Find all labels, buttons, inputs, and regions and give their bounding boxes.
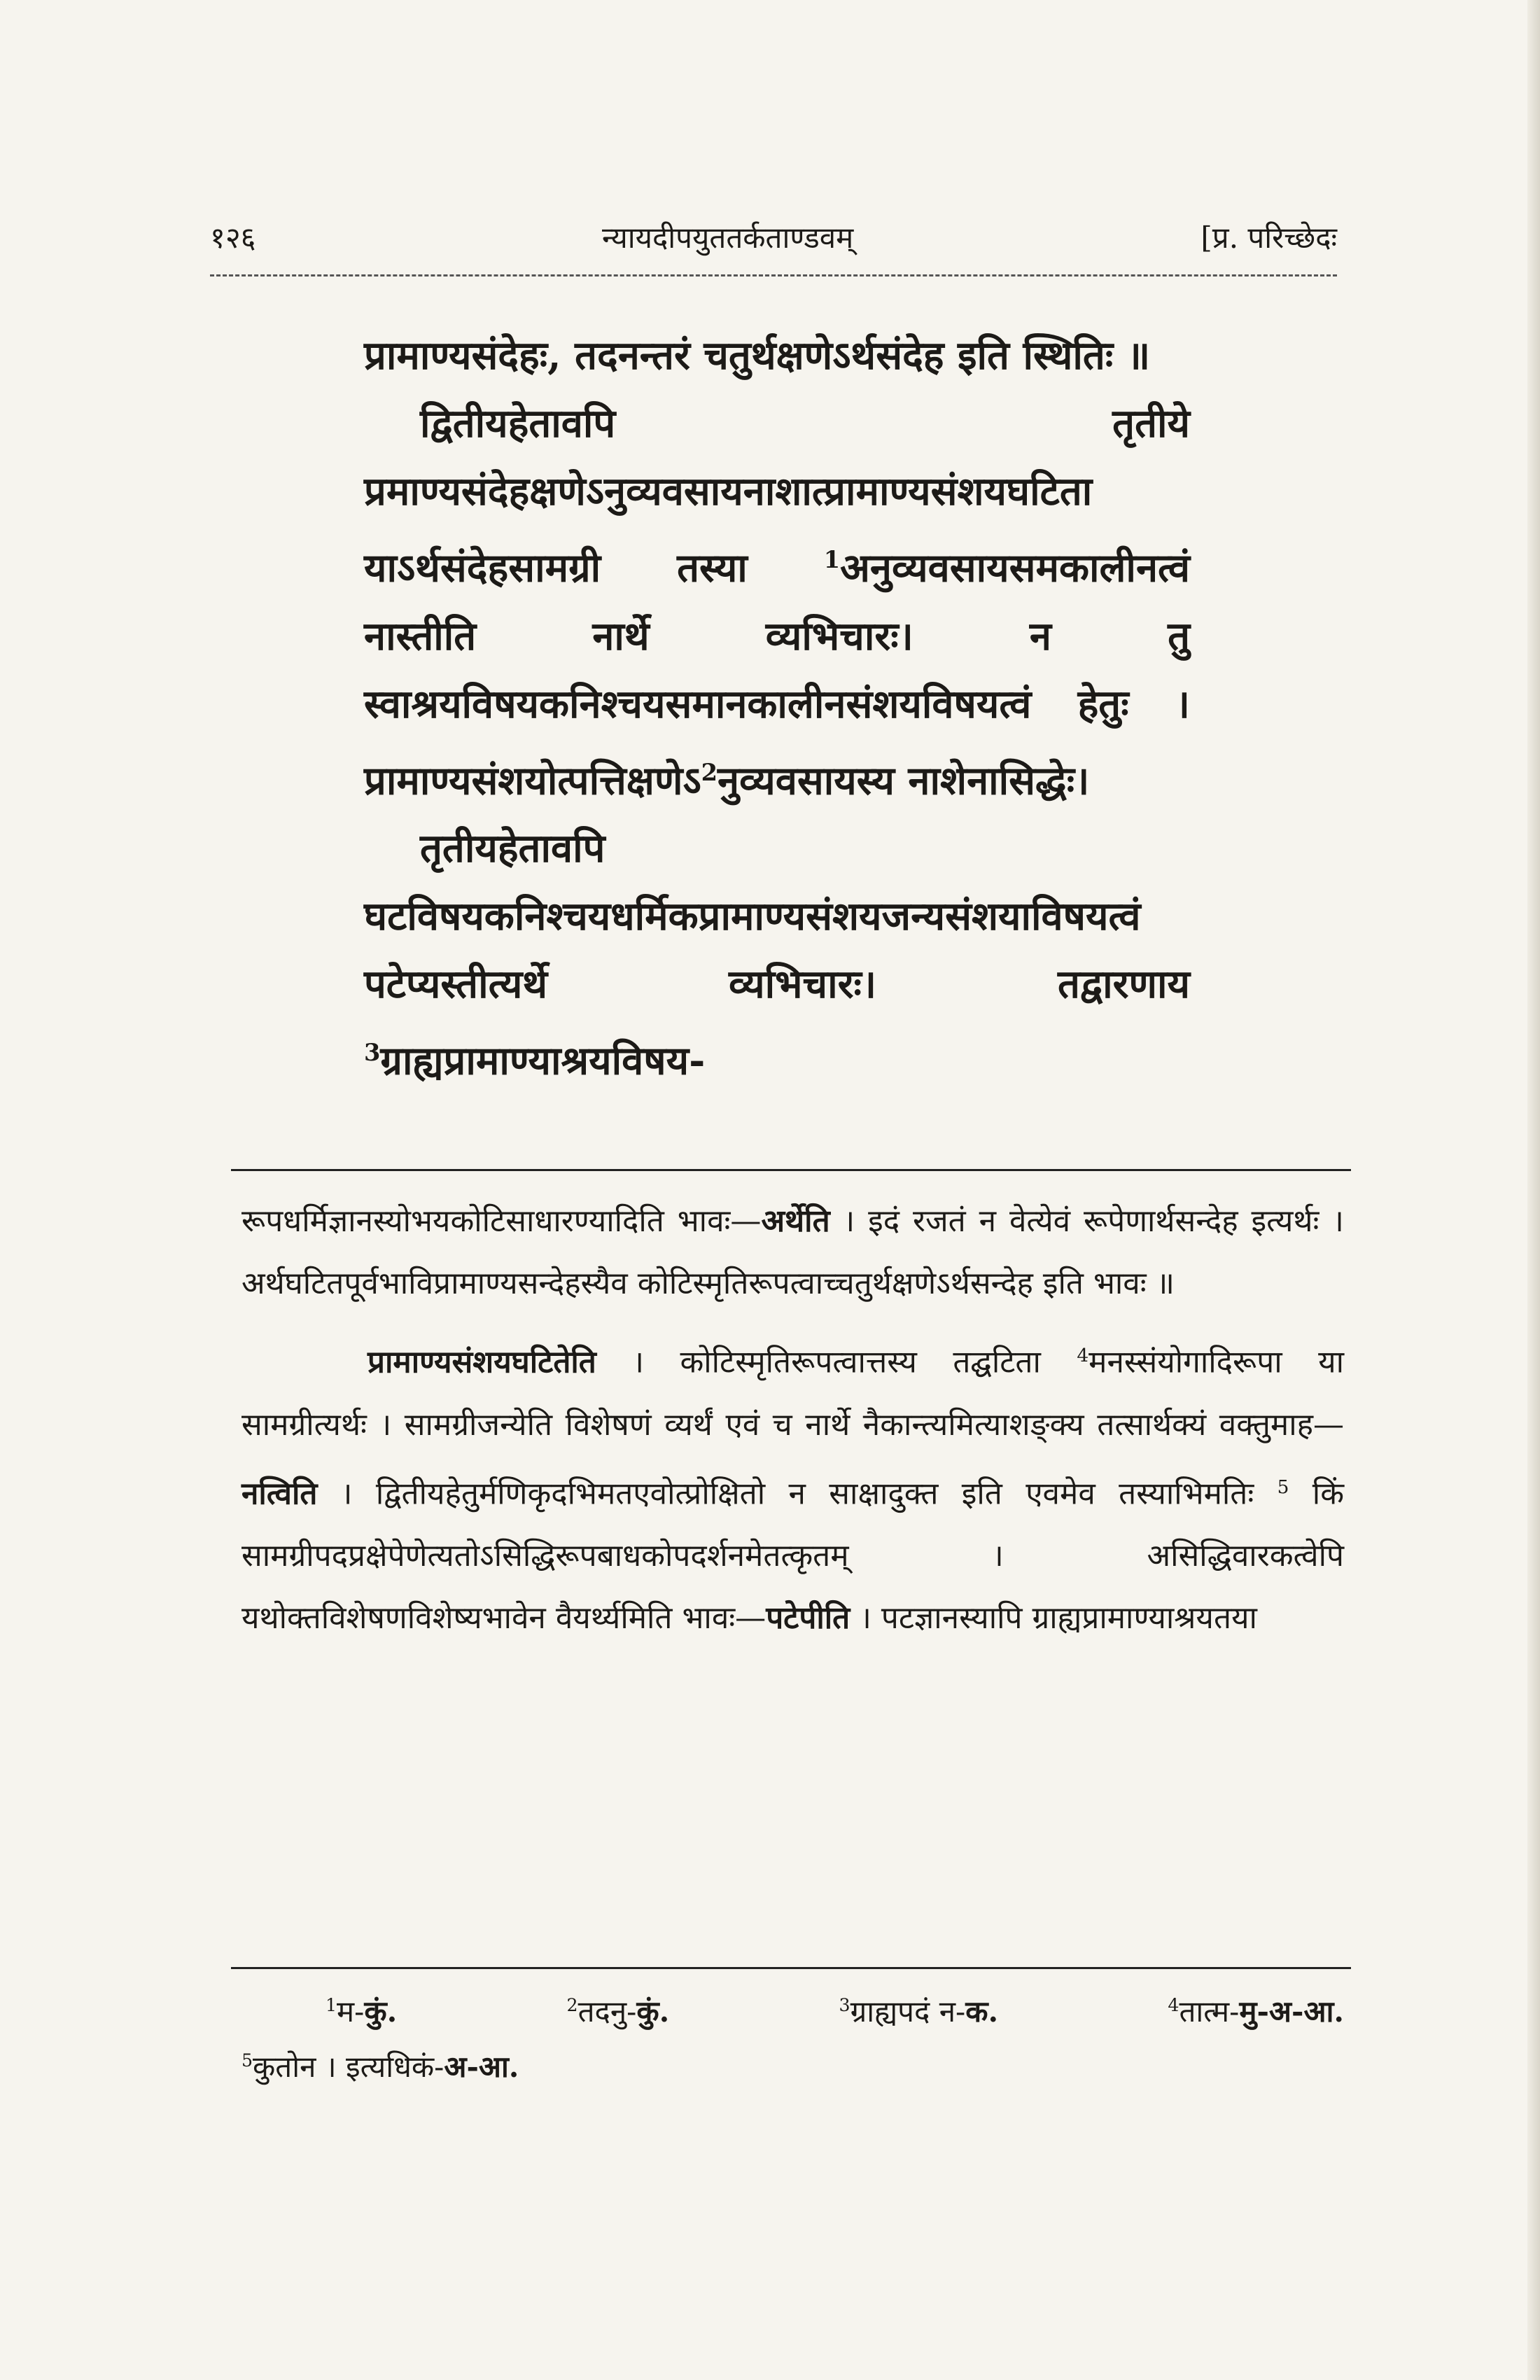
footnote-row — [241, 2036, 1344, 2092]
page-number: १२६ — [210, 220, 256, 255]
page-edge — [1527, 0, 1540, 2380]
footnote-source: अ-आ. — [444, 2050, 519, 2084]
keyword: नत्विति — [241, 1476, 318, 1512]
footnote-source: कुं. — [636, 1994, 670, 2029]
footnote-text: तदनु- — [578, 1994, 637, 2029]
footnote-ref: 4 — [1077, 1345, 1089, 1366]
commentary-paragraph-1 — [241, 1190, 1344, 1315]
footnote-3 — [839, 1981, 999, 2036]
main-text-span: अनुव्यवसायसमकालीनत्वं नास्तीति नार्थे व्यभिचारः। न तु स्वाश्रयविषयकनिश्चयसमानकालीनसंशयविषयत्वं हेतुः । प्रामाण्यसंशयोत्पत्तिक्षणेऽ — [364, 545, 1190, 804]
footnote-number: 1 — [326, 1995, 337, 2015]
footnote-5 — [241, 2050, 519, 2084]
footnote-text: तात्म- — [1179, 1994, 1240, 2029]
main-paragraph-3 — [364, 815, 1190, 1096]
footnote-source: कुं. — [364, 1994, 398, 2029]
footnote-ref: 2 — [701, 757, 718, 786]
main-text-span: ग्राह्यप्रामाण्याश्रयविषय- — [380, 1037, 706, 1084]
footnote-divider — [231, 1967, 1351, 1969]
keyword: प्रामाण्यसंशयघटितेति — [368, 1344, 596, 1380]
main-text-span: नुव्यवसायस्य नाशेनासिद्धेः। — [717, 757, 1090, 804]
commentary-span: मनस्संयोगादिरूपा या सामग्रीत्यर्थः । सामग्रीजन्येति विशेषणं व्यर्थं एवं च नार्थे नैकान्त्यमित्याशङ्क्य तत्सार्थक्यं वक्तुमाह— — [241, 1344, 1344, 1443]
footnote-source: मु-अ-आ. — [1239, 1994, 1344, 2029]
commentary-span: । पटज्ञानस्यापि ग्राह्यप्रामाण्याश्रयतया — [850, 1600, 1257, 1637]
footnote-number: 5 — [241, 2050, 253, 2071]
commentary-span: रूपधर्मिज्ञानस्योभयकोटिसाधारण्यादिति भावः— — [241, 1203, 762, 1239]
footnote-4 — [1168, 1981, 1344, 2036]
main-text-span: द्वितीयहेतावपि तृतीये प्रमाण्यसंदेहक्षणेऽनुव्यवसायनाशात्प्रामाण्यसंशयघटिता याऽर्थसंदेहसामग्री तस्या — [364, 400, 1190, 592]
keyword: अर्थेति — [761, 1203, 830, 1239]
footnote-row — [241, 1981, 1344, 2036]
footnote-number: 3 — [839, 1995, 850, 2015]
commentary-span: किं सामग्रीपदप्रक्षेपेणेत्यतोऽसिद्धिरूपबाधकोपदर्शनमेतत्कृतम् । असिद्धिवारकत्वेपि यथोक्तविशेषणविशेष्यभावेन वैयर्थ्यमिति भावः— — [241, 1476, 1344, 1637]
footnote-text: म- — [337, 1994, 365, 2029]
footnote-text: ग्राह्यपदं न- — [850, 1994, 966, 2029]
keyword: पटेपीति — [766, 1600, 850, 1637]
commentary-span: । इदं रजतं न वेत्येवं रूपेणार्थसन्देह इत्यर्थः । अर्थघटितपूर्वभाविप्रामाण्यसन्देहस्यैव कोटिस्मृतिरूपत्वाच्चतुर्थक्षणेऽर्थसन्देह इति भावः ॥ — [241, 1203, 1344, 1301]
commentary-paragraph-2 — [241, 1324, 1344, 1649]
footnote-ref: 3 — [364, 1038, 381, 1067]
footnotes — [241, 1981, 1344, 2092]
footnote-ref: 5 — [1277, 1476, 1289, 1498]
footnote-2 — [567, 1981, 670, 2036]
running-header — [210, 210, 1337, 266]
footnote-number: 2 — [566, 1995, 578, 2015]
main-text-span: तृतीयहेतावपि घटविषयकनिश्चयधर्मिकप्रामाण्यसंशयजन्यसंशयाविषयत्वं पटेप्यस्तीत्यर्थे व्यभिचारः। तद्वारणाय — [364, 825, 1190, 1008]
commentary-span: । कोटिस्मृतिरूपत्वात्तस्य तद्घटिता — [596, 1344, 1077, 1380]
commentary-span: । द्वितीयहेतुर्मणिकृदभिमतएवोत्प्रोक्षितो न साक्षादुक्त इति एवमेव तस्याभिमतिः — [317, 1476, 1278, 1512]
footnote-number: 4 — [1168, 1995, 1180, 2015]
section-label: [प्र. परिच्छेदः — [1200, 220, 1337, 255]
main-paragraph-2 — [364, 390, 1190, 815]
commentary-divider — [231, 1169, 1351, 1171]
book-title: न्यायदीपयुततर्कताण्डवम् — [602, 220, 854, 255]
footnote-ref: 1 — [823, 545, 841, 573]
footnote-source: क. — [965, 1994, 999, 2029]
commentary — [241, 1190, 1344, 1649]
main-paragraph-1: प्रामाण्यसंदेहः, तदनन्तरं चतुर्थक्षणेऽर्थसंदेह इति स्थितिः ॥ — [364, 332, 1151, 379]
header-divider — [210, 274, 1337, 276]
footnote-1 — [326, 1981, 397, 2036]
footnote-text: कुतोन । इत्यधिकं- — [253, 2050, 444, 2084]
main-text — [364, 322, 1190, 1096]
